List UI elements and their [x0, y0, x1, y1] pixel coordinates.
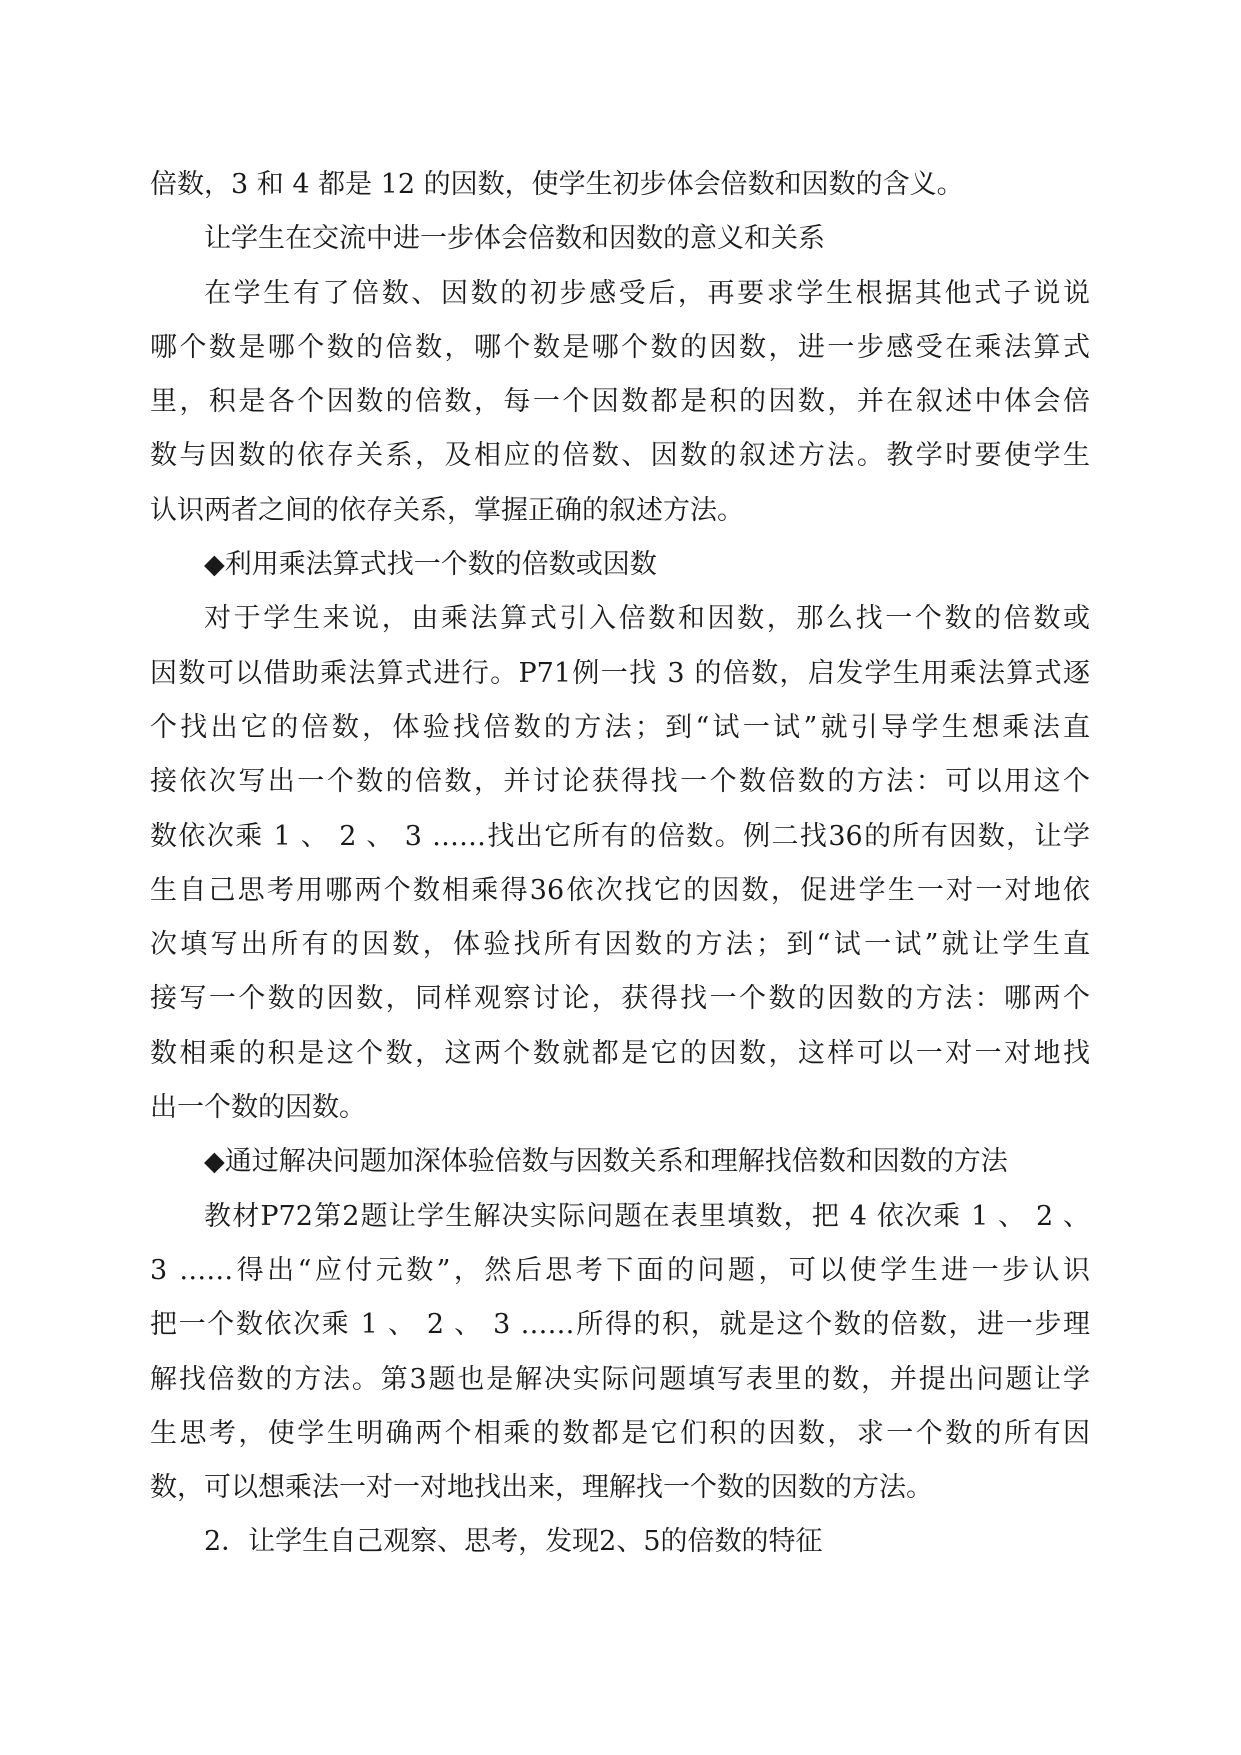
text-line: ◆通过解决问题加深体验倍数与因数关系和理解找倍数和因数的方法	[204, 1146, 1008, 1178]
document-body	[150, 158, 1090, 1570]
text-line: 哪个数是哪个数的倍数，哪个数是哪个数的因数，进一步感受在乘法算式	[150, 331, 1090, 363]
text-line: 里，积是各个因数的倍数，每一个因数都是积的因数，并在叙述中体会倍	[150, 386, 1090, 418]
text-line: 生自己思考用哪两个数相乘得36依次找它的因数，促进学生一对一对地依	[150, 874, 1090, 906]
text-line: 数依次乘 1 、 2 、 3 ……找出它所有的倍数。例二找36的所有因数，让学	[150, 820, 1090, 852]
text-line: ◆利用乘法算式找一个数的倍数或因数	[204, 549, 657, 581]
text-line: 数与因数的依存关系，及相应的倍数、因数的叙述方法。教学时要使学生	[150, 440, 1090, 472]
text-line: 让学生在交流中进一步体会倍数和因数的意义和关系	[204, 223, 825, 255]
text-line: 解找倍数的方法。第3题也是解决实际问题填写表里的数，并提出问题让学	[150, 1363, 1090, 1395]
text-line: 个找出它的倍数，体验找倍数的方法；到“试一试”就引导学生想乘法直	[150, 711, 1090, 743]
text-line: 在学生有了倍数、因数的初步感受后，再要求学生根据其他式子说说	[204, 277, 1090, 309]
text-line: 因数可以借助乘法算式进行。P71例一找 3 的倍数，启发学生用乘法算式逐	[150, 657, 1090, 689]
text-line: 出一个数的因数。	[150, 1092, 366, 1124]
text-line: 把一个数依次乘 1 、 2 、 3 ……所得的积，就是这个数的倍数，进一步理	[150, 1309, 1090, 1341]
text-line: 对于学生来说，由乘法算式引入倍数和因数，那么找一个数的倍数或	[204, 603, 1090, 635]
text-line: 倍数，3 和 4 都是 12 的因数，使学生初步体会倍数和因数的含义。	[150, 169, 964, 200]
text-line: 数，可以想乘法一对一对地找出来，理解找一个数的因数的方法。	[150, 1472, 933, 1504]
text-line: 次填写出所有的因数，体验找所有因数的方法；到“试一试”就让学生直	[150, 929, 1090, 961]
text-line: 生思考，使学生明确两个相乘的数都是它们积的因数，求一个数的所有因	[150, 1417, 1090, 1449]
text-line: 3 ……得出“应付元数”，然后思考下面的问题，可以使学生进一步认识	[150, 1254, 1090, 1286]
text-line: 接依次写出一个数的倍数，并讨论获得找一个数倍数的方法：可以用这个	[150, 766, 1090, 798]
text-line: 接写一个数的因数，同样观察讨论，获得找一个数的因数的方法：哪两个	[150, 983, 1090, 1015]
text-line: 数相乘的积是这个数，这两个数就都是它的因数，这样可以一对一对地找	[150, 1037, 1090, 1069]
text-line: 认识两者之间的依存关系，掌握正确的叙述方法。	[150, 494, 744, 526]
text-line: 2．让学生自己观察、思考，发现2、5的倍数的特征	[204, 1526, 823, 1558]
text-line: 教材P72第2题让学生解决实际问题在表里填数，把 4 依次乘 1 、 2 、	[204, 1200, 1090, 1232]
